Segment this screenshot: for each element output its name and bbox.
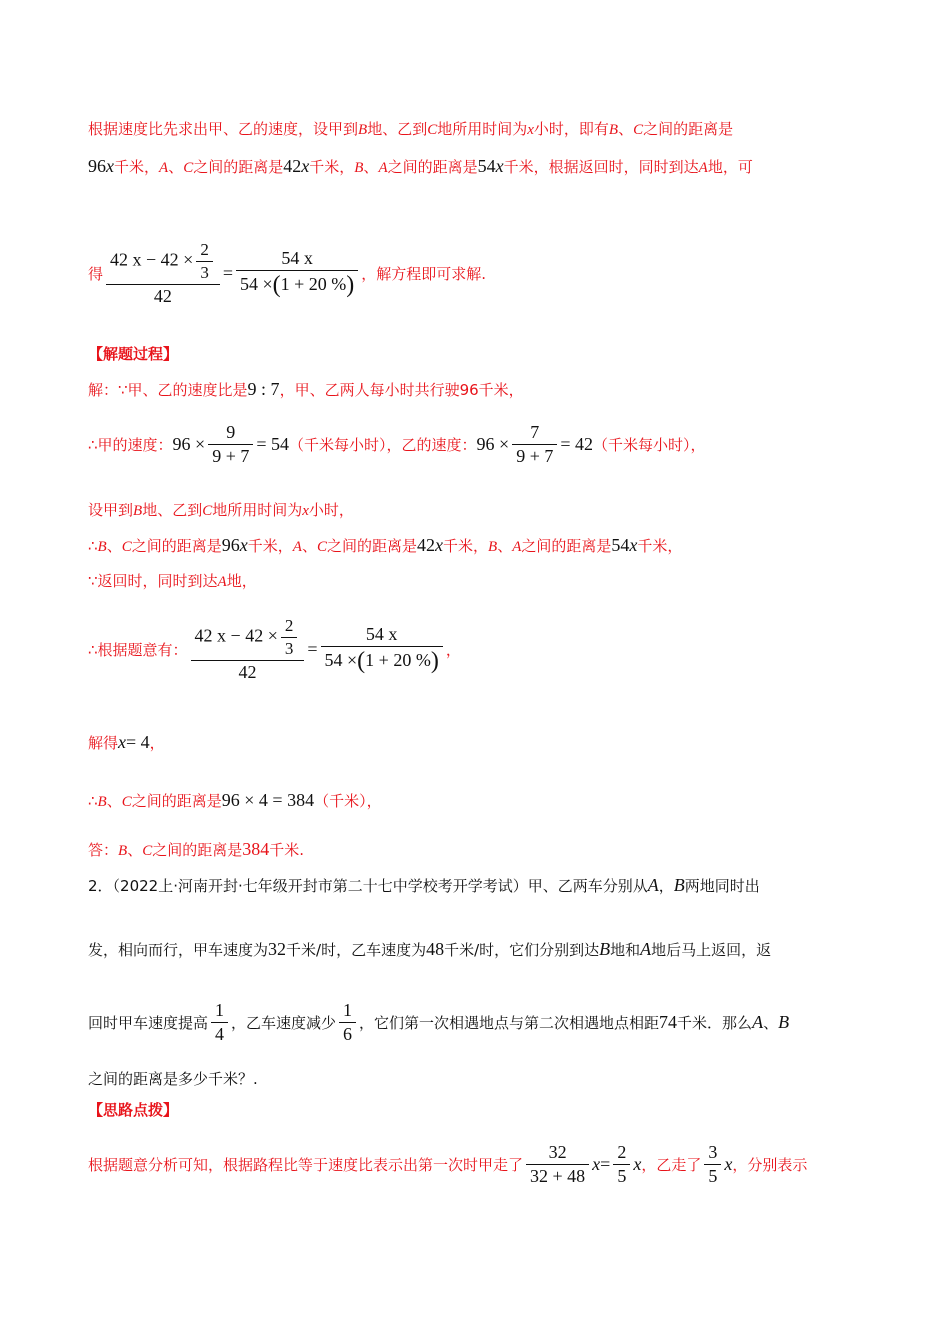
problem2-line-2	[88, 938, 771, 961]
text: 千米，根据返回时，同时到达	[503, 158, 699, 176]
den: 4	[215, 1024, 225, 1044]
text: 千米，	[309, 158, 355, 176]
text: 地后马上返回，返	[651, 941, 772, 959]
text: 地、乙到	[367, 120, 428, 138]
number: 74	[659, 1012, 678, 1032]
num: 7	[512, 422, 557, 445]
var-b: B	[118, 843, 128, 859]
number: 32	[268, 939, 287, 959]
text: 千米.	[269, 841, 305, 859]
num: 1	[211, 1000, 228, 1023]
den: 3	[284, 639, 294, 658]
var-c: C	[316, 539, 327, 555]
expr: 96 ×	[476, 434, 510, 454]
text: 之间的距离是	[131, 792, 222, 810]
var-x: x	[527, 122, 534, 138]
text: ，	[658, 877, 674, 895]
var-x: x	[106, 156, 114, 176]
text: 答：	[88, 841, 119, 859]
text: 得	[88, 265, 104, 283]
var-b: B	[133, 503, 143, 519]
var-a: A	[217, 574, 227, 590]
text: ，甲、乙两人每小时共行驶	[279, 381, 460, 399]
text: 千米．那么	[677, 1014, 753, 1032]
text: 回时甲车速度提高	[88, 1014, 209, 1032]
var-b: B	[778, 1012, 790, 1032]
var-b: B	[354, 160, 364, 176]
equals: =	[600, 1154, 611, 1174]
expr: 42 x − 42 ×	[194, 625, 278, 646]
problem2-line-3	[88, 1000, 789, 1045]
fraction	[613, 1142, 630, 1187]
text: 根据题意分析可知，根据路程比等于速度比表示出第一次时甲走了	[88, 1156, 524, 1174]
var-b: B	[488, 539, 498, 555]
hint-line-2	[88, 155, 753, 179]
lhs-num	[191, 616, 305, 661]
num: 3	[704, 1142, 721, 1165]
var-x: x	[633, 1154, 642, 1174]
var-b: B	[599, 939, 611, 959]
var-c: C	[427, 122, 438, 138]
var-x: x	[592, 1154, 601, 1174]
var-c: C	[121, 794, 132, 810]
text: 、	[106, 537, 122, 555]
unit: （千米），	[314, 792, 382, 810]
solution-line-1	[88, 378, 524, 401]
paren: )	[346, 272, 355, 298]
unit: （千米每小时）	[289, 436, 387, 454]
text: 千米，	[637, 537, 683, 555]
equation-rhs	[236, 248, 358, 299]
expr: 54 ×	[239, 274, 273, 294]
fraction	[512, 422, 557, 467]
expr: 42 x − 42 ×	[110, 249, 194, 270]
var-b: B	[608, 122, 619, 138]
text: 两地同时出	[684, 877, 760, 895]
text: ∴根据题意有：	[88, 641, 188, 659]
text: 解：∵甲、乙的速度比是	[88, 381, 248, 399]
fraction	[339, 1000, 356, 1045]
var-a: A	[159, 160, 169, 176]
var-a: A	[640, 939, 652, 959]
den: 6	[343, 1024, 353, 1044]
number: 48	[426, 939, 445, 959]
num: 2	[196, 240, 213, 262]
text: ∴	[88, 537, 98, 555]
number: 96	[459, 381, 479, 399]
expr: 1 + 20 %	[280, 274, 347, 294]
result: = 4	[126, 732, 150, 752]
text: 根据速度比先求出甲、乙的速度，设甲到	[88, 120, 359, 138]
text: 千米，	[247, 537, 293, 555]
equation-rhs	[321, 624, 443, 675]
solution-title: 【解题过程】	[88, 345, 179, 363]
text: ，	[445, 641, 461, 659]
fraction	[196, 240, 213, 283]
number: 96	[221, 535, 240, 555]
num: 2	[613, 1142, 630, 1165]
text: ，乙的速度：	[386, 436, 477, 454]
text: 小时，即有	[533, 120, 609, 138]
text: 之间的距离是	[521, 537, 612, 555]
den: 9 + 7	[516, 446, 554, 466]
paren: (	[272, 272, 281, 298]
fraction	[211, 1000, 228, 1045]
var-x: x	[302, 503, 309, 519]
number: 42	[283, 156, 302, 176]
text: 地和	[610, 941, 641, 959]
num: 2	[281, 616, 298, 638]
number: 384	[242, 839, 270, 859]
text: 之间的距离是	[326, 537, 417, 555]
text: 地、乙到	[142, 501, 203, 519]
number: 96	[88, 156, 106, 176]
text: 、	[363, 158, 379, 176]
var-x: x	[435, 535, 443, 555]
var-c: C	[202, 503, 213, 519]
expr: 96 × 4 = 384	[221, 790, 315, 810]
unit: （千米每小时）	[593, 436, 691, 454]
var-x: x	[118, 732, 127, 752]
paren: (	[357, 648, 366, 674]
num: 32	[526, 1142, 589, 1165]
text: ，乙车速度减少	[231, 1014, 337, 1032]
fraction	[526, 1142, 589, 1187]
solution-line-3	[88, 499, 354, 522]
equation-lhs	[106, 240, 220, 307]
var-a: A	[378, 160, 388, 176]
lhs-num	[106, 240, 220, 285]
var-c: C	[183, 160, 194, 176]
rhs-den	[321, 647, 443, 675]
hint2-title: 【思路点拨】	[88, 1101, 179, 1119]
text: 2．（2022上·河南开封·七年级开封市第二十七中学校考开学考试）甲、乙两车分别从	[88, 877, 648, 895]
text: ，解方程即可求解.	[361, 265, 487, 283]
rhs-num: 54 x	[236, 248, 358, 271]
var-a: A	[752, 1012, 764, 1032]
text: 千米/时，它们分别到达	[444, 941, 600, 959]
text: 、	[106, 792, 122, 810]
lhs-den: 42	[153, 286, 172, 306]
solution-line-8	[88, 789, 382, 813]
equation-lhs	[191, 616, 305, 683]
text: ∴	[88, 792, 98, 810]
var-c: C	[121, 539, 132, 555]
text: 设甲到	[88, 501, 134, 519]
text: 千米/时，乙车速度为	[286, 941, 427, 959]
text: ，分别表示	[732, 1156, 808, 1174]
hint2-line-1	[88, 1142, 807, 1187]
text: 、	[301, 537, 317, 555]
solution-line-9	[88, 838, 304, 862]
text: ，	[149, 734, 165, 752]
text: 之间的距离是	[643, 120, 734, 138]
text: 、	[497, 537, 513, 555]
text: 之间的距离是	[152, 841, 243, 859]
den: 5	[708, 1166, 718, 1186]
text: 之间的距离是	[193, 158, 284, 176]
problem2-line-1	[88, 874, 760, 897]
hint-line-1	[88, 118, 733, 141]
text: 千米，	[114, 158, 160, 176]
solution-line-4	[88, 534, 682, 558]
text: 、	[168, 158, 184, 176]
var-x: x	[724, 1154, 733, 1174]
var-c: C	[142, 843, 153, 859]
number: 42	[417, 535, 435, 555]
var-a: A	[698, 160, 708, 176]
text: 发，相向而行，甲车速度为	[88, 941, 269, 959]
var-a: A	[512, 539, 522, 555]
text: 之间的距离是	[131, 537, 222, 555]
var-x: x	[301, 156, 310, 176]
lhs-den: 42	[238, 662, 257, 682]
text: 千米，	[478, 381, 524, 399]
text: 、	[618, 120, 634, 138]
fraction	[281, 616, 298, 659]
paren: )	[430, 648, 439, 674]
fraction	[704, 1142, 721, 1187]
solution-equation	[88, 616, 461, 683]
num: 9	[208, 422, 253, 445]
text: ∴甲的速度：	[88, 436, 173, 454]
text: ，它们第一次相遇地点与第二次相遇地点相距	[359, 1014, 660, 1032]
text: 解得	[88, 734, 119, 752]
text: 地所用时间为	[437, 120, 528, 138]
den: 32 + 48	[530, 1166, 586, 1186]
var-x: x	[629, 535, 638, 555]
rhs-num: 54 x	[321, 624, 443, 647]
var-a: A	[292, 539, 302, 555]
result: = 42	[560, 434, 594, 454]
solution-line-2	[88, 422, 706, 467]
result: = 54	[256, 434, 290, 454]
text: 、	[763, 1014, 779, 1032]
var-b: B	[673, 875, 685, 895]
text: 之间的距离是	[387, 158, 478, 176]
var-x: x	[495, 156, 504, 176]
var-c: C	[633, 122, 644, 138]
var-b: B	[97, 794, 107, 810]
text: 、	[127, 841, 143, 859]
expr: 96 ×	[172, 434, 206, 454]
text: 地所用时间为	[212, 501, 303, 519]
text: 千米，	[443, 537, 489, 555]
expr: 54 ×	[324, 650, 358, 670]
solution-line-5	[88, 570, 257, 593]
text: 小时，	[308, 501, 354, 519]
equals: =	[307, 639, 318, 659]
expr: 1 + 20 %	[365, 650, 431, 670]
den: 3	[200, 263, 209, 282]
text: 地，	[226, 572, 257, 590]
text: ，	[690, 436, 706, 454]
number: 54	[477, 156, 496, 176]
text: ∵返回时，同时到达	[88, 572, 218, 590]
den: 5	[617, 1166, 627, 1186]
equals: =	[222, 263, 233, 283]
text: 地，可	[707, 158, 753, 176]
fraction	[208, 422, 253, 467]
num: 1	[339, 1000, 356, 1023]
var-x: x	[239, 535, 248, 555]
text: ，乙走了	[641, 1156, 702, 1174]
rhs-den	[236, 271, 358, 299]
var-b: B	[358, 122, 368, 138]
solution-line-7	[88, 731, 165, 754]
den: 9 + 7	[212, 446, 250, 466]
number: 54	[611, 535, 630, 555]
ratio: 9 : 7	[247, 379, 280, 399]
problem2-line-4: 之间的距离是多少千米？.	[88, 1070, 258, 1088]
var-a: A	[647, 875, 659, 895]
hint-equation	[88, 240, 486, 307]
var-b: B	[97, 539, 107, 555]
